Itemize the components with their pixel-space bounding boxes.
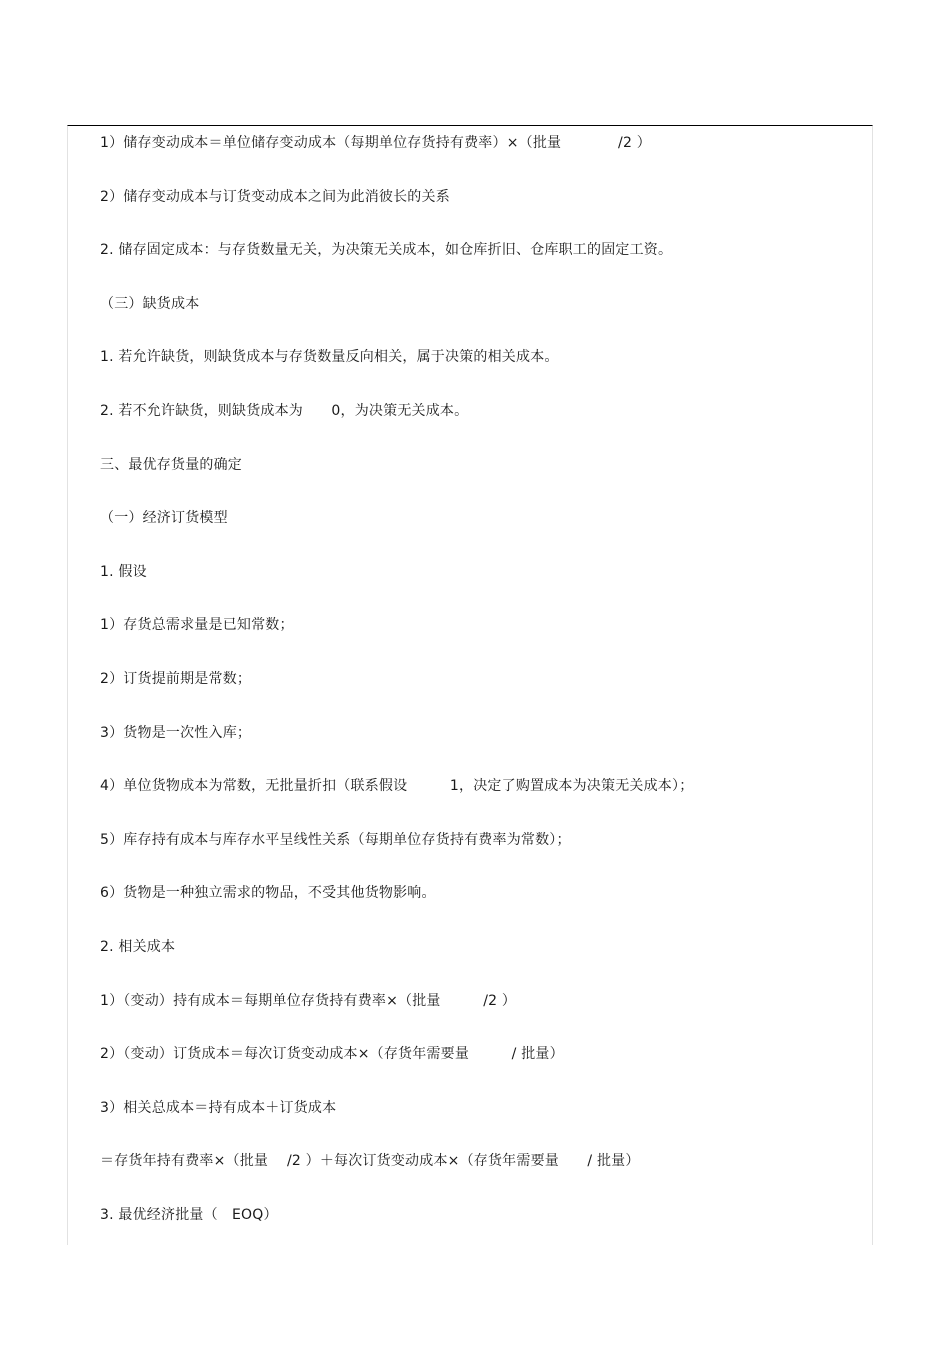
text-line: 2. 若不允许缺货，则缺货成本为 0，为决策无关成本。 bbox=[100, 402, 469, 419]
text-line: 2）储存变动成本与订货变动成本之间为此消彼长的关系 bbox=[100, 188, 450, 205]
section-heading: 3. 最优经济批量（ EOQ） bbox=[100, 1206, 278, 1223]
section-heading: （一）经济订货模型 bbox=[100, 510, 228, 527]
section-heading: 2. 相关成本 bbox=[100, 938, 176, 955]
document-body bbox=[100, 132, 860, 1257]
text-line: 6）货物是一种独立需求的物品，不受其他货物影响。 bbox=[100, 885, 436, 902]
text-line: 5）库存持有成本与库存水平呈线性关系（每期单位存货持有费率为常数）； bbox=[100, 831, 571, 848]
text-line: 3）货物是一次性入库； bbox=[100, 724, 252, 741]
text-line: ＝存货年持有费率×（批量 /2 ）＋每次订货变动成本×（存货年需要量 / 批量） bbox=[100, 1153, 640, 1170]
text-line: 2）（变动）订货成本＝每次订货变动成本×（存货年需要量 / 批量） bbox=[100, 1046, 564, 1063]
text-line: 1）存货总需求量是已知常数； bbox=[100, 617, 294, 634]
text-line: 3）相关总成本＝持有成本＋订货成本 bbox=[100, 1099, 337, 1116]
text-line: 2）订货提前期是常数； bbox=[100, 670, 252, 687]
section-heading: （三）缺货成本 bbox=[100, 295, 200, 312]
text-line: 4）单位货物成本为常数，无批量折扣（联系假设 1，决定了购置成本为决策无关成本）； bbox=[100, 778, 694, 795]
text-line: 1）（变动）持有成本＝每期单位存货持有费率×（批量 /2 ） bbox=[100, 992, 517, 1009]
section-heading: 三、最优存货量的确定 bbox=[100, 456, 242, 473]
text-line: 2. 储存固定成本：与存货数量无关，为决策无关成本，如仓库折旧、仓库职工的固定工资。 bbox=[100, 242, 673, 259]
text-line: 1. 若允许缺货，则缺货成本与存货数量反向相关，属于决策的相关成本。 bbox=[100, 349, 559, 366]
section-heading: 1. 假设 bbox=[100, 563, 147, 580]
text-line: 1）储存变动成本＝单位储存变动成本（每期单位存货持有费率）×（批量 /2 ） bbox=[100, 135, 651, 151]
